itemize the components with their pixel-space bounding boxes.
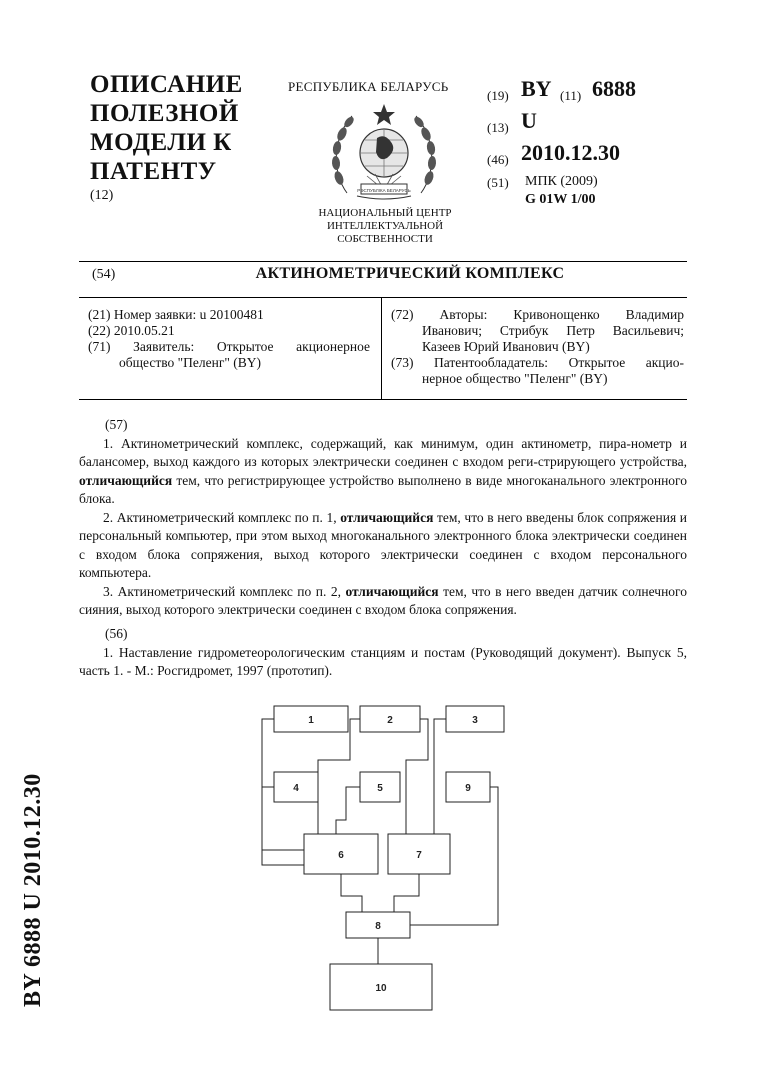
patent-number: 6888 [592,76,636,101]
authors-line-2: Иванович; Стрибук Петр Васильевич; [422,323,684,338]
country-code: BY [521,76,552,101]
wire-3-7 [434,719,446,834]
applicant-line-1: (71) Заявитель: Открытое акционерное [88,339,370,354]
authors-line-3: Казеев Юрий Иванович (BY) [422,339,590,354]
wire-9-8 [410,787,498,925]
claim-3-text-b: тем, что в него введен датчик солнечного сияния, выход которого электрически соединен с входом блока сопряжения. [79,583,688,617]
wire-2-7 [406,719,428,834]
claim-1-text-a: 1. Актинометрический комплекс, содержащий, как минимум, один актинометр, пира-нометр и балансомер, выход каждого из которых электрически соединен с входом реги-стрирующего устройства, [79,435,687,469]
publication-date: 2010.12.30 [521,140,620,165]
code-56: (56) [105,626,128,641]
claim-2-text-b: тем, что в него введены блок сопряжения и персональный компьютер, при этом выход многоканального электронного блока электрически соединен с входом блока сопряжения, выход которого электрически соединен с входом персонального компьютера. [79,509,688,580]
block-diagram [250,700,510,1025]
block-9-label: 9 [465,783,471,794]
claim-3 [79,583,687,620]
code-19: (19) [487,88,509,103]
emblem-ribbon-text: РЭСПУБЛІКА БЕЛАРУСЬ [357,188,411,193]
block-5-label: 5 [377,783,383,794]
block-6-label: 6 [338,850,344,861]
block-4-label: 4 [293,783,299,794]
claim-2-emphasis: отличающийся [340,509,434,525]
reference-1: 1. Наставление гидрометеорологическим станциям и постам (Руководящий документ). Выпуск 5, часть 1. - М.: Росгидромет, 1997 (прототип). [79,644,687,678]
patentee-line-2: нерное общество "Пеленг" (BY) [422,371,608,386]
claim-3-text-a: 3. Актинометрический комплекс по п. 2, [103,583,341,599]
code-51: (51) [487,175,509,190]
block-8-label: 8 [375,921,381,932]
filing-date: (22) 2010.05.21 [88,323,175,338]
biblio-left [88,307,370,371]
ipc-value: G 01W 1/00 [525,192,596,207]
code-54: (54) [92,267,116,282]
block-1-label: 1 [308,715,314,726]
biblio-right [391,307,684,387]
claim-1-text-b: тем, что регистрирующее устройство выполнено в виде многоканального электронного блока. [79,472,687,506]
block-10-label: 10 [375,983,387,994]
center-line-2: ИНТЕЛЛЕКТУАЛЬНОЙ [326,220,444,232]
ipc-label: МПК (2009) [525,174,598,189]
claim-2 [79,509,687,583]
title-line-1: ОПИСАНИЕ [90,71,243,98]
block-2-label: 2 [387,715,393,726]
rule-title [79,297,687,298]
center-line-3: СОБСТВЕННОСТИ [337,233,433,245]
block-3-label: 3 [472,715,478,726]
wire-2-6 [318,719,360,834]
kind-code: U [521,108,537,133]
claim-1-emphasis: отличающийся [79,472,173,488]
code-11: (11) [560,88,582,103]
claims-section [79,416,687,620]
national-center-name [300,207,470,246]
claim-3-emphasis: отличающийся [345,583,439,599]
claim-2-text-a: 2. Актинометрический комплекс по п. 1, [103,509,337,525]
wire-4-6 [262,787,304,865]
state-emblem-icon [327,98,441,208]
patentee-line-1: (73) Патентообладатель: Открытое акцио- [391,355,684,370]
code-13: (13) [487,120,509,135]
wire-5-6 [336,787,360,834]
biblio-divider [381,298,382,399]
republic-label: РЕСПУБЛИКА БЕЛАРУСЬ [288,79,449,94]
claim-1 [79,435,687,509]
references-section [79,625,687,681]
center-line-1: НАЦИОНАЛЬНЫЙ ЦЕНТР [318,207,452,219]
code-57: (57) [105,417,128,432]
title-line-4: ПАТЕНТУ [90,158,217,185]
side-patent-label: BY 6888 U 2010.12.30 [20,773,46,1007]
rule-biblio [79,399,687,400]
wire-7-8 [394,874,419,912]
code-46: (46) [487,152,509,167]
block-7-label: 7 [416,850,422,861]
applicant-line-2: общество "Пеленг" (BY) [119,355,262,370]
document-title [90,70,280,204]
authors-line-1: (72) Авторы: Кривонощенко Владимир [391,307,684,322]
application-number: (21) Номер заявки: u 20100481 [88,307,264,322]
title-line-2: ПОЛЕЗНОЙ [90,100,239,127]
wire-6-8 [341,874,362,912]
invention-title: АКТИНОМЕТРИЧЕСКИЙ КОМПЛЕКС [255,265,565,282]
title-line-3: МОДЕЛИ К [90,129,232,156]
code-12: (12) [90,188,114,203]
rule-top [79,261,687,262]
